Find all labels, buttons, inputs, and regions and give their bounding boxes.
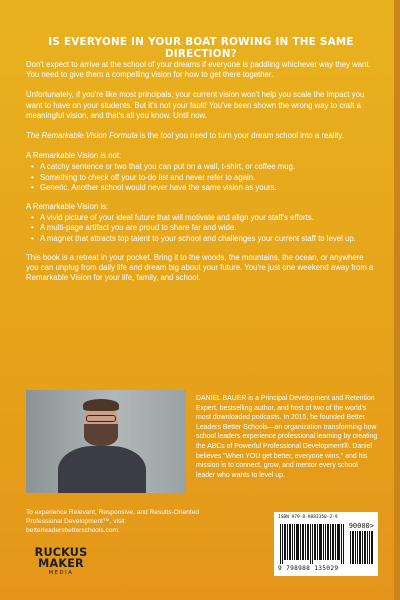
- is-not-item: • Generic. Another school would never have the same vision as yours.: [26, 183, 376, 193]
- blurb-body: [26, 60, 376, 293]
- barcode-number: 9 798988 135029: [278, 565, 339, 572]
- publisher-logo-word: RUCKUS MAKER: [34, 546, 88, 570]
- headline: IS EVERYONE IN YOUR BOAT ROWING IN THE SAME DIRECTION?: [48, 36, 354, 60]
- barcode-isbn: ISBN 979-8-9883350-2-9: [278, 515, 338, 520]
- is-not-heading: A Remarkable Vision is not:: [26, 151, 122, 161]
- paragraph-intro: Don't expect to arrive at the school of your dreams if everyone is paddling whichever way they want. You need to give them a compelling vision for how to get there together.: [26, 60, 371, 80]
- is-heading: A Remarkable Vision is:: [26, 202, 109, 212]
- author-photo: [26, 390, 186, 493]
- paragraph-formula-rest: is the tool you need to turn your dream school into a reality.: [137, 131, 344, 141]
- experience-callout: To experience Relevant, Responsive, and Results-Oriented Professional Development™, visit betterleadersbetterschools.com.: [26, 509, 199, 534]
- is-list: [26, 213, 376, 244]
- barcode-bars: [280, 524, 346, 564]
- spine-edge: [394, 0, 400, 600]
- paragraph-formula: [26, 131, 376, 141]
- book-title-italic: The Remarkable Vision Formula: [26, 131, 138, 141]
- is-not-item: • Something to check off your to-do list and never refer to again.: [26, 173, 376, 183]
- author-bio: DANIEL BAUER is a Principal Development and Retention Expert, bestselling author, and host of two of the world's most downloaded podcasts. In 2015, he founded Better Leaders Better Schools—an organization transforming how school leaders experience professional learning by creating the ABCs of Powerful Professional Development®. Daniel believes "When YOU get better, everyone wins," and his mission is to connect, grow, and mentor every school leader who wants to level up.: [196, 395, 378, 479]
- barcode-addon-bars: [350, 531, 374, 564]
- is-not-list: [26, 162, 376, 193]
- barcode: [274, 512, 378, 576]
- publisher-logo-sub: MEDIA: [48, 570, 74, 576]
- is-item: • A vivid picture of your ideal future that will motivate and align your staff's efforts.: [26, 213, 376, 223]
- paragraph-retreat: This book is a retreat in your pocket. Bring it to the woods, the mountains, the ocean, or anywhere you can unplug from daily life and dream big about your future. You're just one weekend away from a Remarkable Vision for your life, family, and school.: [26, 252, 374, 283]
- is-section: [26, 202, 376, 244]
- paragraph-problem: Unfortunately, if you're like most principals, your current vision won't help you scale the impact you want to have on your students. But it's not your fault! You've been shown the wrong way to craft a meaningful vision, and that's all you know. Until now.: [26, 90, 365, 120]
- is-not-section: [26, 151, 376, 193]
- is-item: • A magnet that attracts top talent to your school and challenges your current staff to level up.: [26, 234, 376, 244]
- is-item: • A multi-page artifact you are proud to share far and wide.: [26, 223, 376, 233]
- barcode-price-code: 90000>: [348, 522, 374, 530]
- is-not-item: • A catchy sentence or two that you can put on a wall, t-shirt, or coffee mug.: [26, 162, 376, 172]
- publisher-logo: [26, 547, 96, 576]
